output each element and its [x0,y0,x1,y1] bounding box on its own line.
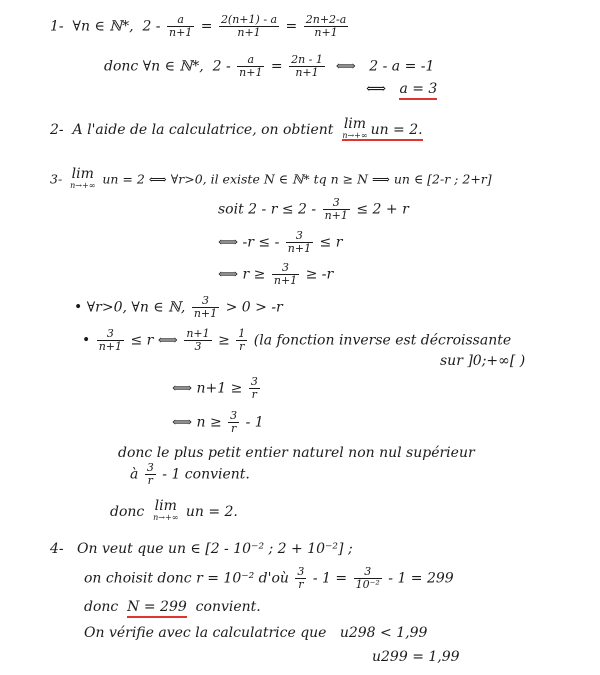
q3-conclusion-1: donc le plus petit entier naturel non nul supérieur [118,445,475,461]
q3-line-soit: soit 2 - r ≤ 2 - $\frac{3}{n+1}$ ≤ 2 + r [218,196,409,222]
q1-frac-e: $\frac{2n - 1}{n+1}$ [291,53,323,79]
q3-note-2: sur ]0;+∞[ ) [440,353,526,369]
q1-number: 1- [50,18,64,35]
q1-line-1: 1- ∀n ∈ ℕ*, 2 - $\frac{a}{n+1}$ = $\frac{2(n+1) - a}{n+1}$ = $\frac{2n+2-a}{n+1}$ [50,13,347,39]
q1-frac-b: $\frac{2(n+1) - a}{n+1}$ [220,13,278,39]
q3-definition: un = 2 ⟺ ∀r>0, il existe N ∈ ℕ* tq n ≥ N ⟹ un ∈ [2-r ; 2+r] [102,171,492,187]
q4-line-2: on choisit donc r = 10⁻² d'où $\frac{3}{r}$ - 1 = $\frac{3}{\text{10⁻²}}$ - 1 = 299 [84,565,454,591]
q4-line-3: donc N = 299 convient. [84,598,261,616]
q1-result-final: a = 3 [399,81,437,100]
q1-frac-a: $\frac{a}{n+1}$ [168,13,193,39]
q4-line-4: On vérifie avec la calculatrice que u298 < 1,99 [84,625,428,641]
q4-line-1: 4- On veut que un ∈ [2 - 10⁻² ; 2 + 10⁻²] ; [50,541,353,557]
q3-line-equiv-3: ⟺ n+1 ≥ $\frac{3}{r}$ [172,375,258,401]
q1-frac-c: $\frac{2n+2-a}{n+1}$ [305,13,347,39]
q1-donc: donc ∀n ∈ ℕ*, [104,58,204,75]
q2-number: 2- [50,122,64,138]
q3-line-1: 3- lim n→+∞ un = 2 ⟺ ∀r>0, il existe N ∈ ℕ* tq n ≥ N ⟹ un ∈ [2-r ; 2+r] [50,166,492,190]
q1-intro: ∀n ∈ ℕ*, [72,18,134,35]
q2-limit-result: lim n→+∞ un = 2. [342,116,423,140]
q3-note: (la fonction inverse est décroissante [253,332,512,349]
q3-bullet-1: • ∀r>0, ∀n ∈ ℕ, $\frac{3}{n+1}$ > 0 > -r [74,294,283,320]
q1-line-2: donc ∀n ∈ ℕ*, 2 - $\frac{a}{n+1}$ = $\frac{2n - 1}{n+1}$ ⟺ 2 - a = -1 [104,53,435,79]
q4-check-2: u299 = 1,99 [372,649,460,665]
q2-line [50,118,423,142]
q1-lhs: 2 - [142,18,161,35]
q4-result-final: N = 299 [127,599,187,618]
q4-check-1: u298 < 1,99 [339,625,428,641]
q3-line-equiv-2: ⟺ r ≥ $\frac{3}{n+1}$ ≥ -r [218,261,334,287]
q4-number: 4- [50,541,64,557]
q3-line-equiv-1: ⟺ -r ≤ - $\frac{3}{n+1}$ ≤ r [218,229,343,255]
q3-conclusion-3: donc lim n→+∞ un = 2. [110,498,238,522]
q4-line-5 [372,648,460,666]
q2-text: A l'aide de la calculatrice, on obtient [72,122,334,138]
q3-conclusion-2: à $\frac{3}{r}$ - 1 convient. [130,461,250,487]
q3-bullet-2: • $\frac{3}{n+1}$ ≤ r ⟺ $\frac{n+1}{3}$ ≥ $\frac{1}{r}$ (la fonction inverse est décroissante [82,327,512,353]
q1-line-3: ⟺ a = 3 [366,80,437,98]
q3-line-equiv-4: ⟺ n ≥ $\frac{3}{r}$ - 1 [172,409,264,435]
q1-result-1: 2 - a = -1 [369,58,435,75]
q3-number: 3- [50,171,63,187]
q1-frac-d: $\frac{a}{n+1}$ [239,53,263,79]
